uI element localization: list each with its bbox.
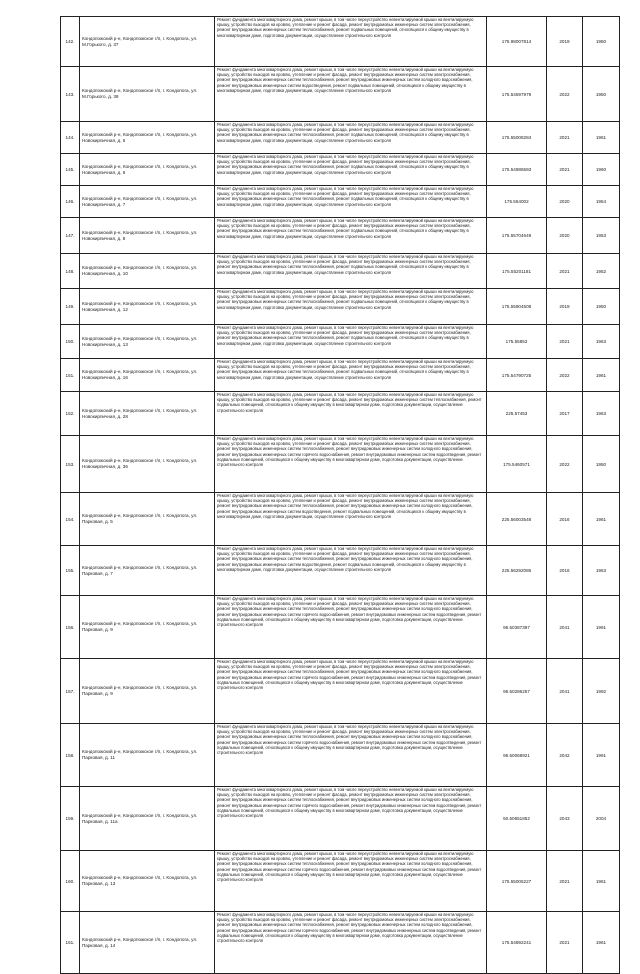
address-text: Кондопожский р-н, Кондопожское г/п, г. Кондопога, ул. Парковая, д. 14 — [82, 936, 198, 948]
row-number-text: 160. — [65, 878, 75, 884]
cost-text: 225.56292086 — [501, 568, 532, 573]
row-number-text: 161. — [65, 940, 75, 945]
build-year-text: 1950 — [595, 39, 607, 44]
build-year-text: 1961 — [595, 940, 607, 945]
row-number-cell — [61, 493, 80, 546]
cost-cell — [487, 325, 547, 359]
build-year-text: 1961 — [595, 516, 607, 522]
row-number-cell — [61, 254, 80, 289]
build-year-cell — [583, 724, 620, 787]
table-row — [61, 912, 620, 974]
row-number-cell — [61, 67, 80, 122]
repair-year-cell — [547, 546, 583, 596]
cost-text: 175.54892241 — [501, 940, 532, 945]
cost-cell — [487, 851, 547, 912]
address-text: Кондопожский р-н, Кондопожское г/п, г. Кондопога, ул. Новокирпичная, д. 5 — [82, 131, 198, 143]
address-cell — [80, 67, 215, 122]
row-number-cell — [61, 325, 80, 359]
address-cell — [80, 436, 215, 493]
build-year-text: 2004 — [595, 816, 607, 821]
cost-cell — [487, 659, 547, 724]
build-year-cell — [583, 289, 620, 325]
build-year-text: 1992 — [595, 688, 607, 694]
table-row — [61, 254, 620, 289]
repair-year-text: 2016 — [559, 516, 570, 522]
row-number-text: 150. — [65, 339, 75, 344]
table-row — [61, 546, 620, 596]
repair-year-cell — [547, 392, 583, 436]
cost-cell — [487, 493, 547, 546]
row-number-text: 159. — [65, 816, 75, 821]
table-row — [61, 218, 620, 254]
row-number-cell — [61, 122, 80, 154]
cost-text: 175.55704649 — [501, 233, 532, 238]
repair-year-cell — [547, 851, 583, 912]
row-number-text: 153. — [65, 461, 75, 467]
build-year-cell — [583, 17, 620, 67]
repair-year-text: 2021 — [559, 878, 570, 884]
table-row — [61, 787, 620, 851]
cost-cell — [487, 392, 547, 436]
repair-year-text: 2021 — [559, 268, 570, 274]
build-year-text: 1991 — [595, 752, 607, 758]
row-number-cell — [61, 17, 80, 67]
cost-cell — [487, 289, 547, 325]
work-description-cell — [215, 912, 487, 974]
work-description-text: Ремонт фундамента многоквартирного дома, ремонт крыши, в том числе переустройство невентилируемой крыши на вентилируемую крышу, устройство выходов на кровлю, утепление и ремонт фасада, ремонт внутридомовых инженерных систем электроснабжения, ремонт внутридомовых инженерных систем теплоснабжения, ремонт внутридомовых инженерных систем холодного водоснабжения, ремонт внутридомовых инженерных систем горячего водоснабжения, ремонт внутридомовых инженерных систем водоотведения, ремонт подвальных помещений, относящихся к общему имуществу в многоквартирном доме, подготовка документации, осуществление строительного контроля — [217, 851, 482, 883]
cost-text: 95.50387397 — [503, 624, 530, 630]
table-row — [61, 724, 620, 787]
work-description-cell — [215, 724, 487, 787]
build-year-text: 1952 — [595, 268, 607, 274]
repair-year-cell — [547, 596, 583, 659]
address-text: Кондопожский р-н, Кондопожское г/п, г. Кондопога, ул. Новокирпичная, д. 13 — [82, 335, 198, 347]
cost-cell — [487, 218, 547, 254]
address-cell — [80, 17, 215, 67]
row-number-cell — [61, 359, 80, 392]
table-row — [61, 122, 620, 154]
document-page — [60, 16, 606, 974]
row-number-text: 149. — [65, 304, 75, 309]
address-text: Кондопожский р-н, Кондопожское г/п, г. Кондопога, ул. Парковая, д. 11а — [82, 812, 198, 824]
work-description-cell — [215, 186, 487, 218]
cost-cell — [487, 787, 547, 851]
repair-year-cell — [547, 359, 583, 392]
address-cell — [80, 787, 215, 851]
address-text: Кондопожский р-н, Кондопожское г/п, г. Кондопога, ул. Парковая, д. 7 — [82, 564, 198, 576]
address-cell — [80, 289, 215, 325]
repair-year-text: 2021 — [559, 940, 570, 945]
work-description-text: Ремонт фундамента многоквартирного дома, ремонт крыши, в том числе переустройство невентилируемой крыши на вентилируемую крышу, устройство выходов на кровлю, утепление и ремонт фасада, ремонт внутридомовых инженерных систем электроснабжения, ремонт внутридомовых инженерных систем теплоснабжения, ремонт подвальных помещений, относящихся к общему имуществу в многоквартирном доме, подготовка документации, осуществление строительного контроля — [217, 325, 474, 346]
address-cell — [80, 851, 215, 912]
row-number-cell — [61, 392, 80, 436]
cost-cell — [487, 154, 547, 186]
build-year-text: 1961 — [595, 878, 607, 884]
build-year-cell — [583, 254, 620, 289]
build-year-text: 1961 — [595, 372, 607, 378]
address-cell — [80, 154, 215, 186]
repair-year-cell — [547, 493, 583, 546]
table-row — [61, 493, 620, 546]
address-cell — [80, 546, 215, 596]
work-description-text: Ремонт фундамента многоквартирного дома, ремонт крыши, в том числе переустройство невентилируемой крыши на вентилируемую крышу, устройство выходов на кровлю, утепление и ремонт фасада, ремонт внутридомовых инженерных систем электроснабжения, ремонт внутридомовых инженерных систем теплоснабжения, ремонт подвальных помещений, относящихся к общему имуществу в многоквартирном доме, подготовка документации, осуществление строительного контроля — [217, 218, 474, 239]
work-description-cell — [215, 289, 487, 325]
work-description-text: Ремонт фундамента многоквартирного дома, ремонт крыши, в том числе переустройство невентилируемой крыши на вентилируемую крышу, устройство выходов на кровлю, утепление и ремонт фасада, ремонт внутридомовых инженерных систем электроснабжения, ремонт внутридомовых инженерных систем теплоснабжения, ремонт подвальных помещений, относящихся к общему имуществу в многоквартирном доме, подготовка документации, осуществление строительного контроля — [217, 154, 474, 175]
address-cell — [80, 596, 215, 659]
work-description-text: Ремонт фундамента многоквартирного дома, ремонт крыши, в том числе переустройство невентилируемой крыши на вентилируемую крышу, устройство выходов на кровлю, утепление и ремонт фасада, ремонт внутридомовых инженерных систем электроснабжения, ремонт внутридомовых инженерных систем теплоснабжения, ремонт подвальных помещений, относящихся к общему имуществу в многоквартирном доме, подготовка документации, осуществление строительного контроля — [217, 17, 474, 38]
build-year-cell — [583, 154, 620, 186]
build-year-cell — [583, 359, 620, 392]
cost-text: 175.98007814 — [501, 39, 532, 44]
work-description-cell — [215, 851, 487, 912]
work-description-cell — [215, 122, 487, 154]
build-year-text: 1991 — [595, 624, 607, 630]
address-cell — [80, 254, 215, 289]
table-row — [61, 596, 620, 659]
build-year-text: 1954 — [595, 199, 607, 204]
repair-year-text: 2021 — [559, 135, 570, 140]
cost-cell — [487, 17, 547, 67]
work-description-cell — [215, 218, 487, 254]
cost-text: 175.55005227 — [501, 878, 532, 884]
address-cell — [80, 325, 215, 359]
row-number-text: 151. — [65, 372, 75, 378]
address-text: Кондопожский р-н, Кондопожское г/п, г. Кондопога, ул. М.Горького, д. 39 — [82, 88, 198, 99]
row-number-cell — [61, 546, 80, 596]
row-number-cell — [61, 186, 80, 218]
address-cell — [80, 493, 215, 546]
repair-year-text: 2022 — [559, 91, 570, 97]
repair-year-text: 2043 — [559, 816, 570, 821]
cost-text: 225.57453 — [505, 411, 528, 416]
address-text: Кондопожский р-н, Кондопожское г/п, г. Кондопога, ул. Новокирпичная, д. 7 — [82, 195, 198, 207]
work-description-cell — [215, 392, 487, 436]
build-year-text: 1950 — [595, 91, 607, 97]
build-year-text: 1953 — [595, 233, 607, 238]
row-number-text: 145. — [65, 167, 75, 172]
address-text: Кондопожский р-н, Кондопожское г/п, г. Кондопога, ул. Новокирпичная, д. 16 — [82, 369, 198, 380]
repair-year-cell — [547, 289, 583, 325]
table-row — [61, 154, 620, 186]
row-number-cell — [61, 218, 80, 254]
row-number-text: 147. — [65, 233, 75, 238]
row-number-text: 142. — [65, 39, 75, 44]
cost-cell — [487, 67, 547, 122]
address-cell — [80, 186, 215, 218]
work-description-text: Ремонт фундамента многоквартирного дома, ремонт крыши, в том числе переустройство невентилируемой крыши на вентилируемую крышу, устройство выходов на кровлю, утепление и ремонт фасада, ремонт внутридомовых инженерных систем электроснабжения, ремонт внутридомовых инженерных систем теплоснабжения, ремонт внутридомовых инженерных систем холодного водоснабжения, ремонт внутридомовых инженерных систем водоотведения, ремонт подвальных помещений, относящихся к общему имуществу в многоквартирном доме, подготовка документации, осуществление строительного контроля — [217, 67, 474, 93]
work-description-text: Ремонт фундамента многоквартирного дома, ремонт крыши, в том числе переустройство невентилируемой крыши на вентилируемую крышу, устройство выходов на кровлю, утепление и ремонт фасада, ремонт внутридомовых инженерных систем электроснабжения, ремонт внутридомовых инженерных систем теплоснабжения, ремонт внутридомовых инженерных систем холодного водоснабжения, ремонт внутридомовых инженерных систем водоотведения, ремонт подвальных помещений, относящихся к общему имуществу в многоквартирном доме, подготовка документации, осуществление строительного контроля — [217, 546, 474, 572]
address-text: Кондопожский р-н, Кондопожское г/п, г. Кондопога, ул. М.Горького, д. 37 — [82, 35, 198, 47]
address-text: Кондопожский р-н, Кондопожское г/п, г. Кондопога, ул. Новокирпичная, д. 6 — [82, 163, 198, 175]
build-year-text: 1960 — [595, 167, 607, 172]
repair-year-cell — [547, 254, 583, 289]
address-text: Кондопожский р-н, Кондопожское г/п, г. Кондопога, ул. Парковая, д. 9 — [82, 621, 198, 632]
build-year-cell — [583, 122, 620, 154]
cost-text: 225.56003548 — [501, 516, 532, 522]
cost-text: 175.55008284 — [501, 135, 532, 140]
build-year-cell — [583, 659, 620, 724]
cost-cell — [487, 359, 547, 392]
build-year-text: 1963 — [595, 411, 607, 416]
address-cell — [80, 724, 215, 787]
cost-text: 95.50286257 — [503, 688, 530, 694]
row-number-text: 156. — [65, 624, 75, 630]
address-cell — [80, 912, 215, 974]
address-cell — [80, 659, 215, 724]
table-row — [61, 392, 620, 436]
table-row — [61, 659, 620, 724]
cost-text: 175.5460571 — [503, 461, 530, 467]
address-text: Кондопожский р-н, Кондопожское г/п, г. Кондопога, ул. Новокирпичная, д. 36 — [82, 458, 198, 469]
repair-year-cell — [547, 67, 583, 122]
build-year-cell — [583, 787, 620, 851]
cost-text: 175.54790725 — [501, 372, 532, 378]
row-number-cell — [61, 912, 80, 974]
cost-text: 175.55853 — [505, 339, 528, 344]
work-description-cell — [215, 154, 487, 186]
row-number-text: 155. — [65, 568, 75, 573]
work-description-cell — [215, 659, 487, 724]
cost-text: 175.55904508 — [501, 304, 532, 309]
build-year-cell — [583, 67, 620, 122]
work-description-cell — [215, 359, 487, 392]
table-body — [61, 17, 620, 974]
build-year-cell — [583, 596, 620, 659]
work-description-text: Ремонт фундамента многоквартирного дома, ремонт крыши, в том числе переустройство невентилируемой крыши на вентилируемую крышу, устройство выходов на кровлю, утепление и ремонт фасада, ремонт внутридомовых инженерных систем электроснабжения, ремонт внутридомовых инженерных систем теплоснабжения, ремонт подвальных помещений, относящихся к общему имуществу в многоквартирном доме, подготовка документации, осуществление строительного контроля — [217, 359, 474, 380]
address-cell — [80, 392, 215, 436]
build-year-cell — [583, 325, 620, 359]
build-year-text: 1950 — [595, 461, 607, 467]
address-text: Кондопожский р-н, Кондопожское г/п, г. Кондопога, ул. Новокирпичная, д. 8 — [82, 229, 198, 241]
row-number-cell — [61, 851, 80, 912]
work-description-text: Ремонт фундамента многоквартирного дома, ремонт крыши, в том числе переустройство невентилируемой крыши на вентилируемую крышу, устройство выходов на кровлю, утепление и ремонт фасада, ремонт внутридомовых инженерных систем электроснабжения, ремонт внутридомовых инженерных систем теплоснабжения, ремонт внутридомовых инженерных систем холодного водоснабжения, ремонт внутридомовых инженерных систем горячего водоснабжения, ремонт внутридомовых инженерных систем водоотведения, ремонт подвальных помещений, относящихся к общему имуществу в многоквартирном доме, подготовка документации, осуществление строительного контроля — [217, 436, 482, 468]
build-year-cell — [583, 186, 620, 218]
build-year-text: 1963 — [595, 568, 607, 573]
work-description-cell — [215, 596, 487, 659]
address-text: Кондопожский р-н, Кондопожское г/п, г. Кондопога, ул. Парковая, д. 5 — [82, 513, 198, 524]
cost-cell — [487, 436, 547, 493]
work-description-text: Ремонт фундамента многоквартирного дома, ремонт крыши, в том числе переустройство невентилируемой крыши на вентилируемую крышу, устройство выходов на кровлю, утепление и ремонт фасада, ремонт внутридомовых инженерных систем электроснабжения, ремонт внутридомовых инженерных систем теплоснабжения, ремонт подвальных помещений, относящихся к общему имуществу в многоквартирном доме, подготовка документации, осуществление строительного контроля — [217, 186, 474, 207]
work-description-text: Ремонт фундамента многоквартирного дома, ремонт крыши, в том числе переустройство невентилируемой крыши на вентилируемую крышу, устройство выходов на кровлю, утепление и ремонт фасада, ремонт внутридомовых инженерных систем электроснабжения, ремонт внутридомовых инженерных систем теплоснабжения, ремонт подвальных помещений, относящихся к общему имуществу в многоквартирном доме, подготовка документации, осуществление строительного контроля — [217, 289, 474, 310]
repair-year-cell — [547, 436, 583, 493]
work-description-cell — [215, 436, 487, 493]
repair-year-text: 2041 — [559, 624, 570, 630]
cost-text: 95.50068921 — [503, 752, 530, 758]
table-row — [61, 851, 620, 912]
cost-cell — [487, 546, 547, 596]
row-number-cell — [61, 596, 80, 659]
work-description-cell — [215, 67, 487, 122]
table-row — [61, 325, 620, 359]
row-number-text: 158. — [65, 752, 75, 758]
cost-cell — [487, 122, 547, 154]
table-row — [61, 359, 620, 392]
row-number-text: 157. — [65, 688, 75, 694]
cost-cell — [487, 724, 547, 787]
repair-schedule-table — [60, 16, 620, 974]
build-year-text: 1950 — [595, 304, 607, 309]
row-number-text: 148. — [65, 268, 75, 274]
row-number-text: 144. — [65, 135, 75, 140]
work-description-cell — [215, 325, 487, 359]
build-year-cell — [583, 392, 620, 436]
repair-year-cell — [547, 186, 583, 218]
address-text: Кондопожский р-н, Кондопожское г/п, г. Кондопога, ул. Парковая, д. 11 — [82, 749, 198, 760]
repair-year-text: 2021 — [559, 339, 570, 344]
cost-text: 175.54986593 — [501, 167, 532, 172]
repair-year-text: 2041 — [559, 688, 570, 694]
repair-year-text: 2042 — [559, 752, 570, 758]
build-year-cell — [583, 851, 620, 912]
row-number-cell — [61, 289, 80, 325]
repair-year-text: 2016 — [559, 568, 570, 573]
cost-text: 175.54597979 — [501, 91, 532, 97]
row-number-cell — [61, 436, 80, 493]
work-description-text: Ремонт фундамента многоквартирного дома, ремонт крыши, в том числе переустройство невентилируемой крыши на вентилируемую крышу, устройство выходов на кровлю, утепление и ремонт фасада, ремонт внутридомовых инженерных систем электроснабжения, ремонт внутридомовых инженерных систем теплоснабжения, ремонт внутридомовых инженерных систем холодного водоснабжения, ремонт внутридомовых инженерных систем горячего водоснабжения, ремонт внутридомовых инженерных систем водоотведения, ремонт подвальных помещений, относящихся к общему имуществу в многоквартирном доме, подготовка документации, осуществление строительного контроля — [217, 912, 482, 944]
table-row — [61, 67, 620, 122]
repair-year-text: 2022 — [559, 461, 570, 467]
row-number-text: 146. — [65, 199, 75, 204]
repair-year-text: 2022 — [559, 372, 570, 378]
cost-cell — [487, 596, 547, 659]
row-number-text: 152. — [65, 411, 75, 416]
table-row — [61, 17, 620, 67]
repair-year-text: 2021 — [559, 167, 570, 172]
address-cell — [80, 359, 215, 392]
work-description-text: Ремонт фундамента многоквартирного дома, ремонт крыши, в том числе переустройство невентилируемой крыши на вентилируемую крышу, устройство выходов на кровлю, утепление и ремонт фасада, ремонт внутридомовых инженерных систем электроснабжения, ремонт внутридомовых инженерных систем теплоснабжения, ремонт внутридомовых инженерных систем холодного водоснабжения, ремонт внутридомовых инженерных систем горячего водоснабжения, ремонт внутридомовых инженерных систем водоотведения, ремонт подвальных помещений, относящихся к общему имуществу в многоквартирном доме, подготовка документации, осуществление строительного контроля — [217, 787, 482, 819]
build-year-cell — [583, 218, 620, 254]
address-cell — [80, 122, 215, 154]
cost-text: 50.50651852 — [503, 816, 530, 821]
build-year-cell — [583, 493, 620, 546]
build-year-cell — [583, 546, 620, 596]
cost-cell — [487, 912, 547, 974]
address-text: Кондопожский р-н, Кондопожское г/п, г. Кондопога, ул. Новокирпичная, д. 12 — [82, 300, 198, 312]
table-row — [61, 289, 620, 325]
address-text: Кондопожский р-н, Кондопожское г/п, г. Кондопога, ул. Парковая, д. 9 — [82, 685, 198, 696]
repair-year-cell — [547, 325, 583, 359]
build-year-text: 1963 — [595, 339, 607, 344]
cost-text: 175.55201181 — [501, 268, 532, 274]
repair-year-text: 2019 — [559, 304, 570, 309]
repair-year-cell — [547, 787, 583, 851]
repair-year-cell — [547, 218, 583, 254]
build-year-text: 1961 — [595, 135, 607, 140]
table-row — [61, 186, 620, 218]
repair-year-cell — [547, 724, 583, 787]
work-description-text: Ремонт фундамента многоквартирного дома, ремонт крыши, в том числе переустройство невентилируемой крыши на вентилируемую крышу, устройство выходов на кровлю, утепление и ремонт фасада, ремонт внутридомовых инженерных систем электроснабжения, ремонт внутридомовых инженерных систем теплоснабжения, ремонт внутридомовых инженерных систем холодного водоснабжения, ремонт внутридомовых инженерных систем горячего водоснабжения, ремонт внутридомовых инженерных систем водоотведения, ремонт подвальных помещений, относящихся к общему имуществу в многоквартирном доме, подготовка документации, осуществление строительного контроля — [217, 724, 482, 756]
work-description-text: Ремонт фундамента многоквартирного дома, ремонт крыши, в том числе переустройство невентилируемой крыши на вентилируемую крышу, устройство выходов на кровлю, утепление и ремонт фасада, ремонт внутридомовых инженерных систем электроснабжения, ремонт внутридомовых инженерных систем теплоснабжения, ремонт подвальных помещений, относящихся к общему имуществу в многоквартирном доме, подготовка документации, осуществление строительного контроля — [217, 254, 474, 275]
row-number-cell — [61, 154, 80, 186]
build-year-cell — [583, 436, 620, 493]
work-description-cell — [215, 17, 487, 67]
cost-cell — [487, 254, 547, 289]
repair-year-text: 2017 — [559, 411, 570, 416]
table-row — [61, 436, 620, 493]
address-text: Кондопожский р-н, Кондопожское г/п, г. Кондопога, ул. Новокирпичная, д. 28 — [82, 407, 198, 419]
repair-year-cell — [547, 17, 583, 67]
row-number-text: 143. — [65, 91, 75, 97]
work-description-text: Ремонт фундамента многоквартирного дома, ремонт крыши, в том числе переустройство невентилируемой крыши на вентилируемую крышу, устройство выходов на кровлю, утепление и ремонт фасада, ремонт внутридомовых инженерных систем электроснабжения, ремонт внутридомовых инженерных систем теплоснабжения, ремонт подвальных помещений, относящихся к общему имуществу в многоквартирном доме, подготовка документации, осуществление строительного контроля — [217, 122, 474, 143]
address-text: Кондопожский р-н, Кондопожское г/п, г. Кондопога, ул. Парковая, д. 13 — [82, 875, 198, 886]
repair-year-text: 2019 — [559, 39, 570, 44]
address-cell — [80, 218, 215, 254]
repair-year-text: 2020 — [559, 233, 570, 238]
repair-year-cell — [547, 912, 583, 974]
repair-year-cell — [547, 122, 583, 154]
cost-text: 175.554002 — [504, 199, 529, 204]
work-description-cell — [215, 254, 487, 289]
work-description-text: Ремонт фундамента многоквартирного дома, ремонт крыши, в том числе переустройство невентилируемой крыши на вентилируемую крышу, устройство выходов на кровлю, утепление и ремонт фасада, ремонт внутридомовых инженерных систем электроснабжения, ремонт внутридомовых инженерных систем теплоснабжения, ремонт внутридомовых инженерных систем холодного водоснабжения, ремонт внутридомовых инженерных систем горячего водоснабжения, ремонт внутридомовых инженерных систем водоотведения, ремонт подвальных помещений, относящихся к общему имуществу в многоквартирном доме, подготовка документации, осуществление строительного контроля — [217, 596, 482, 628]
row-number-cell — [61, 659, 80, 724]
row-number-cell — [61, 724, 80, 787]
build-year-cell — [583, 912, 620, 974]
work-description-text: Ремонт фундамента многоквартирного дома, ремонт крыши, в том числе переустройство невентилируемой крыши на вентилируемую крышу, устройство выходов на кровлю, утепление и ремонт фасада, ремонт внутридомовых инженерных систем электроснабжения, ремонт внутридомовых инженерных систем теплоснабжения, ремонт внутридомовых инженерных систем холодного водоснабжения, ремонт внутридомовых инженерных систем горячего водоснабжения, ремонт внутридомовых инженерных систем водоотведения, ремонт подвальных помещений, относящихся к общему имуществу в многоквартирном доме, подготовка документации, осуществление строительного контроля — [217, 659, 482, 691]
row-number-text: 154. — [65, 516, 75, 522]
row-number-cell — [61, 787, 80, 851]
work-description-cell — [215, 787, 487, 851]
work-description-cell — [215, 493, 487, 546]
work-description-cell — [215, 546, 487, 596]
repair-year-cell — [547, 659, 583, 724]
address-text: Кондопожский р-н, Кондопожское г/п, г. Кондопога, ул. Новокирпичная, д. 10 — [82, 265, 198, 276]
repair-year-cell — [547, 154, 583, 186]
work-description-text: Ремонт фундамента многоквартирного дома, ремонт крыши, в том числе переустройство невентилируемой крыши на вентилируемую крышу, устройство выходов на кровлю, утепление и ремонт фасада, ремонт внутридомовых инженерных систем теплоснабжения, ремонт подвальных помещений, относящихся к общему имуществу в многоквартирном доме, подготовка документации, осуществление строительного контроля — [217, 392, 482, 413]
work-description-text: Ремонт фундамента многоквартирного дома, ремонт крыши, в том числе переустройство невентилируемой крыши на вентилируемую крышу, устройство выходов на кровлю, утепление и ремонт фасада, ремонт внутридомовых инженерных систем электроснабжения, ремонт внутридомовых инженерных систем теплоснабжения, ремонт внутридомовых инженерных систем холодного водоснабжения, ремонт внутридомовых инженерных систем водоотведения, ремонт подвальных помещений, относящихся к общему имуществу в многоквартирном доме, подготовка документации, осуществление строительного контроля — [217, 493, 474, 519]
repair-year-text: 2020 — [559, 199, 570, 204]
cost-cell — [487, 186, 547, 218]
